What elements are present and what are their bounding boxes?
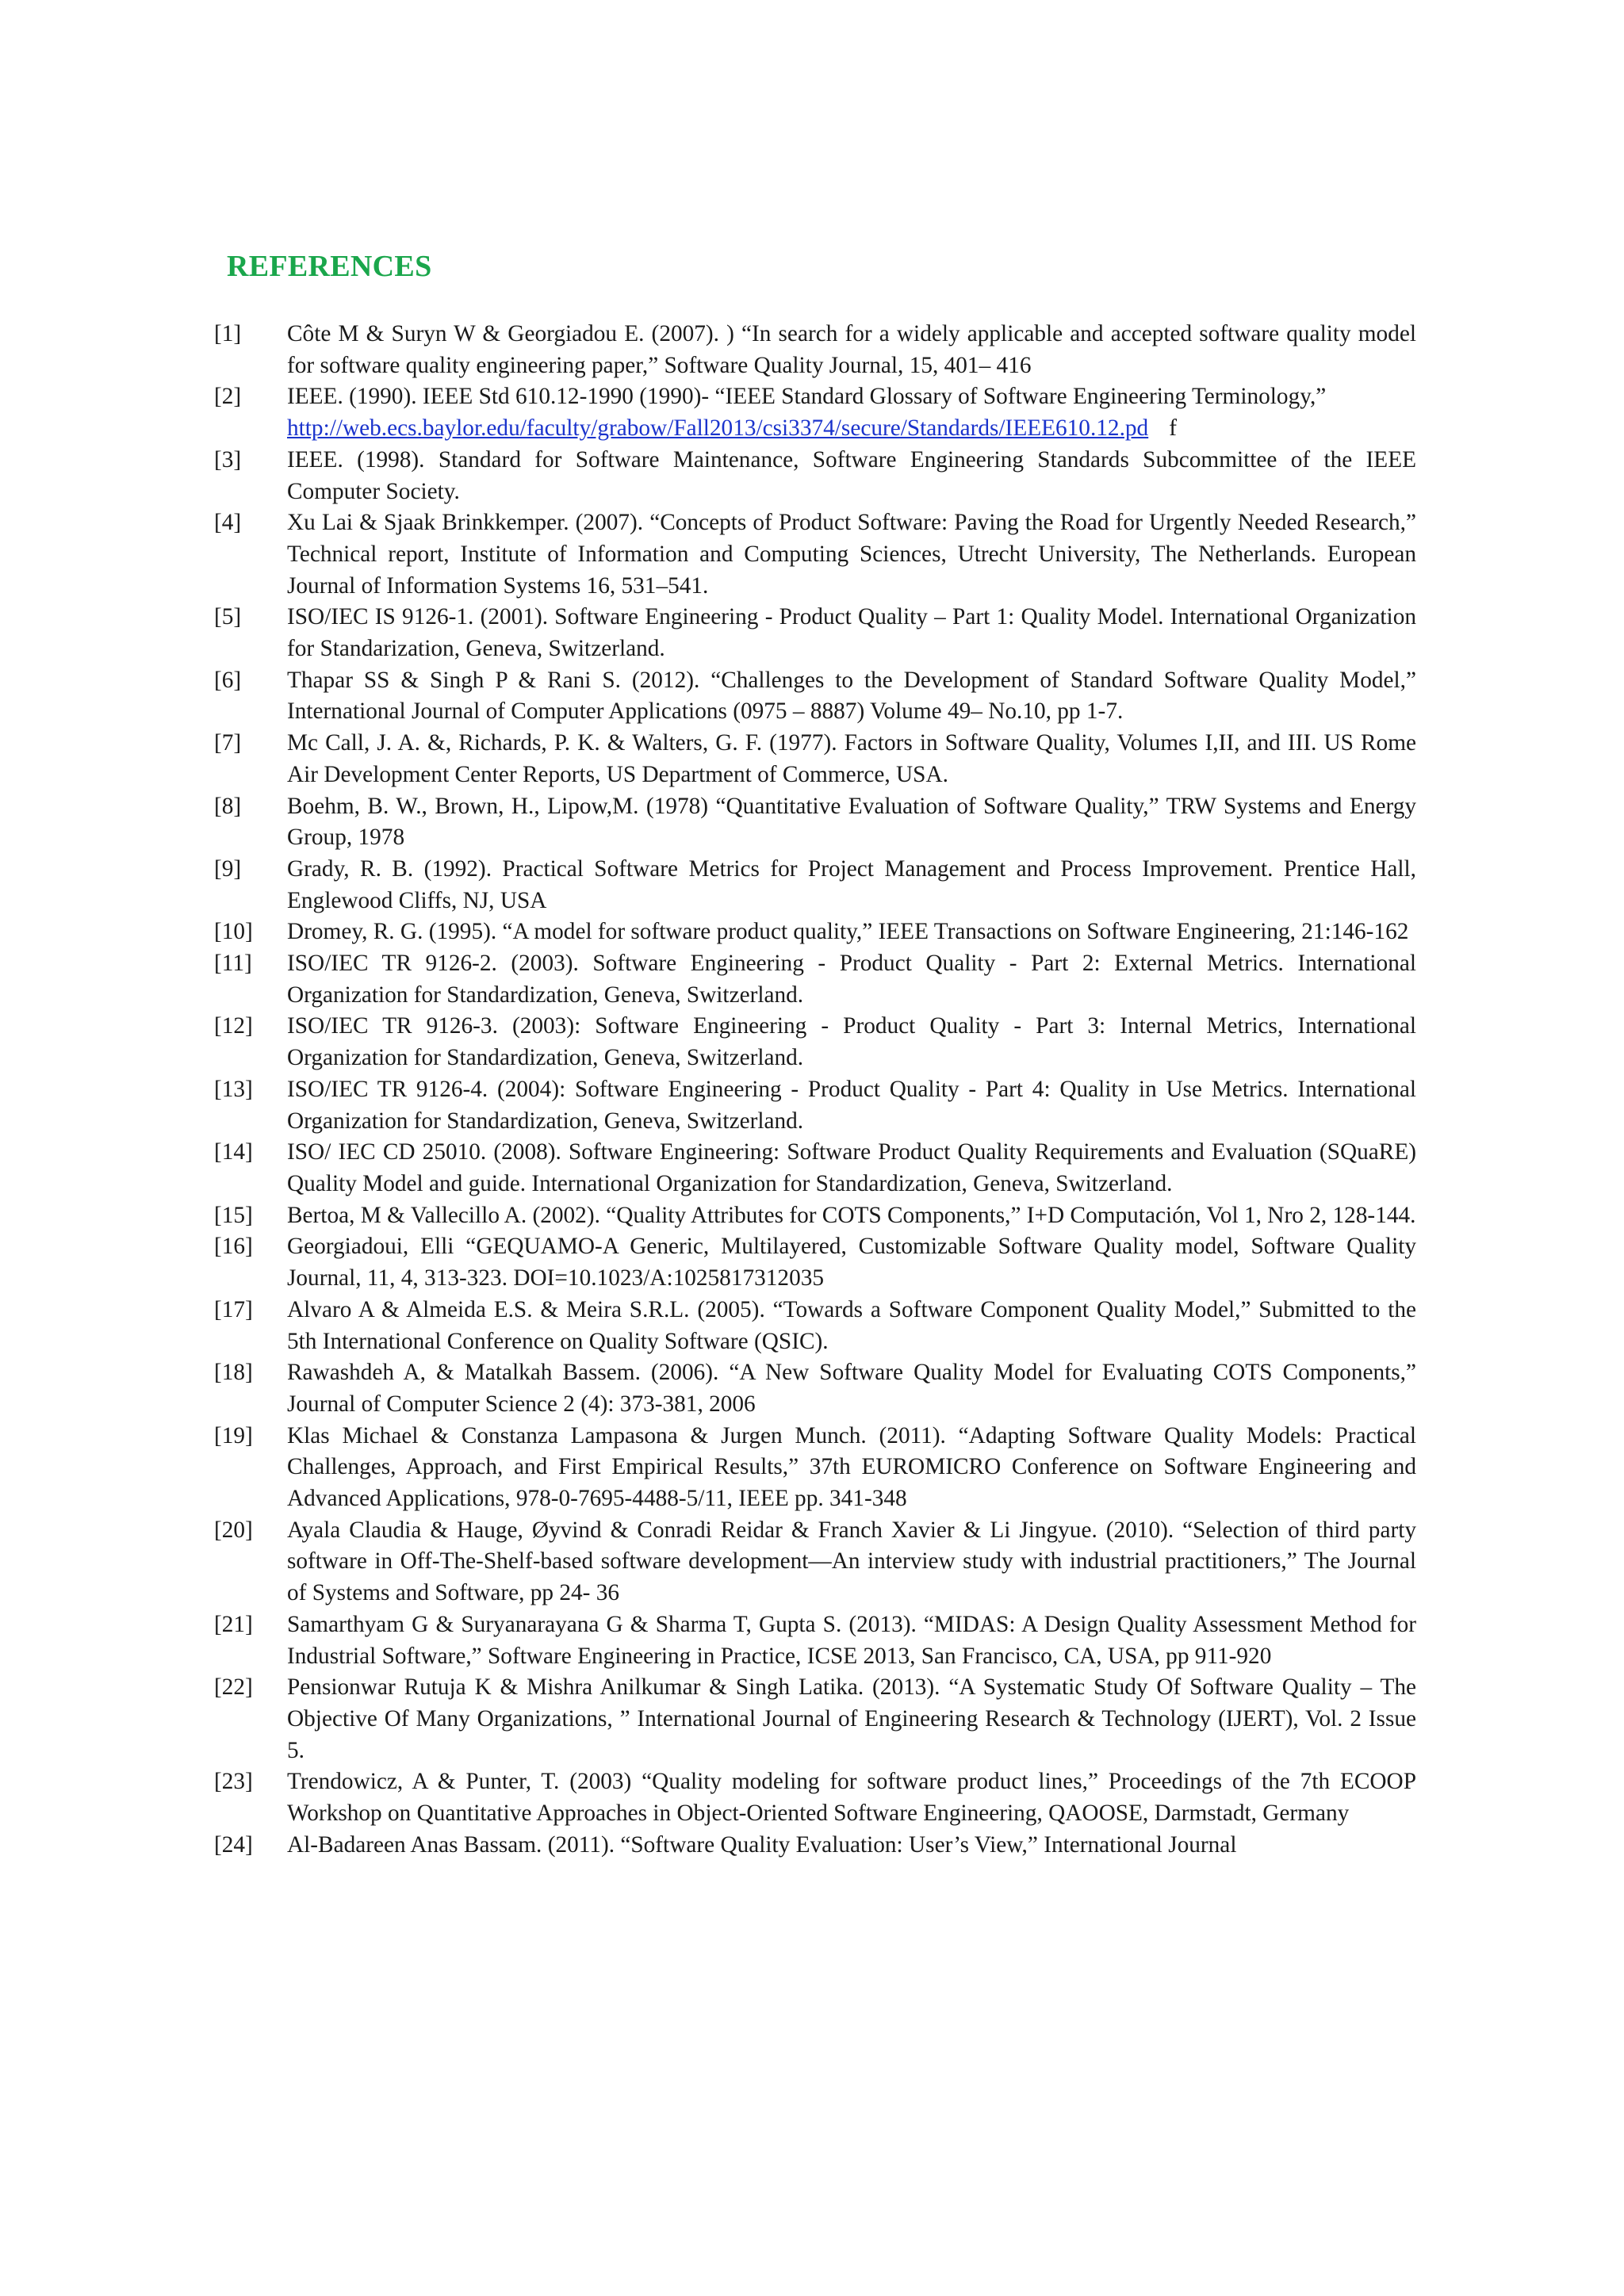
reference-number: [17] xyxy=(214,1296,253,1322)
reference-text: Pensionwar Rutuja K & Mishra Anilkumar & Singh Latika. (2013). “A Systematic Study Of Software Quality – The Objective Of Many Organizations, ” International Journal of Engineering Research & Technology (IJERT), Vol. 2 Issue 5. xyxy=(287,1674,1416,1763)
reference-text: IEEE. (1990). IEEE Std 610.12-1990 (1990)- “IEEE Standard Glossary of Software Engineering Terminology,” xyxy=(287,384,1327,410)
reference-number: [20] xyxy=(214,1517,253,1543)
reference-number: [12] xyxy=(214,1013,253,1039)
reference-item xyxy=(214,1421,1416,1515)
reference-text: Samarthyam G & Suryanarayana G & Sharma T, Gupta S. (2013). “MIDAS: A Design Quality Assessment Method for Industrial Software,” Software Engineering in Practice, ICSE 2013, San Francisco, CA, USA, pp 911-920 xyxy=(287,1611,1416,1669)
reference-item xyxy=(214,1515,1416,1609)
reference-number: [4] xyxy=(214,510,242,536)
reference-item xyxy=(214,1830,1416,1862)
reference-number: [19] xyxy=(214,1422,253,1448)
reference-text: Dromey, R. G. (1995). “A model for software product quality,” IEEE Transactions on Software Engineering, 21:146-162 xyxy=(287,919,1409,945)
reference-text: ISO/IEC TR 9126-4. (2004): Software Engineering - Product Quality - Part 4: Quality in Use Metrics. International Organization for Standardization, Geneva, Switzerland. xyxy=(287,1076,1416,1134)
reference-item xyxy=(214,791,1416,854)
reference-link-line xyxy=(287,413,1416,445)
reference-item xyxy=(214,1672,1416,1766)
reference-number: [14] xyxy=(214,1139,253,1165)
reference-item xyxy=(214,1137,1416,1200)
reference-item xyxy=(214,1357,1416,1420)
reference-text: Mc Call, J. A. &, Richards, P. K. & Walters, G. F. (1977). Factors in Software Quality, Volumes I,II, and III. US Rome Air Development Center Reports, US Department of Commerce, USA. xyxy=(287,730,1416,787)
reference-text: Georgiadoui, Elli “GEQUAMO-A Generic, Multilayered, Customizable Software Quality model, Software Quality Journal, 11, 4, 313-323. DOI=10.1023/A:1025817312035 xyxy=(287,1234,1416,1292)
reference-text: Klas Michael & Constanza Lampasona & Jurgen Munch. (2011). “Adapting Software Quality Models: Practical Challenges, Approach, and First Empirical Results,” 37th EUROMICRO Conference on Software Engineering and Advanced Applications, 978-0-7695-4488-5/11, IEEE pp. 341-348 xyxy=(287,1422,1416,1512)
reference-text: Grady, R. B. (1992). Practical Software Metrics for Project Management and Process Improvement. Prentice Hall, Englewood Cliffs, NJ, USA xyxy=(287,855,1416,913)
reference-text: ISO/IEC TR 9126-3. (2003): Software Engineering - Product Quality - Part 3: Internal Metrics, International Organization for Standardization, Geneva, Switzerland. xyxy=(287,1013,1416,1071)
reference-number: [13] xyxy=(214,1076,253,1102)
reference-number: [11] xyxy=(214,951,252,977)
reference-link-tail: f xyxy=(1169,415,1177,442)
reference-text: Rawashdeh A, & Matalkah Bassem. (2006). “A New Software Quality Model for Evaluating COTS Components,” Journal of Computer Science 2 (4): 373-381, 2006 xyxy=(287,1360,1416,1417)
reference-list xyxy=(214,319,1416,1861)
reference-text: Boehm, B. W., Brown, H., Lipow,M. (1978) “Quantitative Evaluation of Software Quality,” TRW Systems and Energy Group, 1978 xyxy=(287,793,1416,851)
reference-text: Côte M & Suryn W & Georgiadou E. (2007). ) “In search for a widely applicable and accepted software quality model for software quality engineering paper,” Software Quality Journal, 15, 401– 416 xyxy=(287,321,1416,378)
reference-item xyxy=(214,1766,1416,1829)
reference-number: [15] xyxy=(214,1202,253,1228)
reference-text: Ayala Claudia & Hauge, Øyvind & Conradi Reidar & Franch Xavier & Li Jingyue. (2010). “Selection of third party software in Off-The-Shelf-based software development—An interview study with industrial practitioners,” The Journal of Systems and Software, pp 24- 36 xyxy=(287,1517,1416,1606)
reference-text: ISO/IEC IS 9126-1. (2001). Software Engineering - Product Quality – Part 1: Quality Model. International Organization for Standarization, Geneva, Switzerland. xyxy=(287,604,1416,662)
reference-item xyxy=(214,1231,1416,1294)
reference-text: Trendowicz, A & Punter, T. (2003) “Quality modeling for software product lines,” Proceedings of the 7th ECOOP Workshop on Quantitative Approaches in Object-Oriented Software Engineering, QAOOSE, Darmstadt, Germany xyxy=(287,1769,1416,1827)
reference-item xyxy=(214,728,1416,790)
references-heading: REFERENCES xyxy=(227,250,432,283)
reference-item xyxy=(214,1295,1416,1357)
reference-text: ISO/ IEC CD 25010. (2008). Software Engineering: Software Product Quality Requirements and Evaluation (SQuaRE) Quality Model and guide. International Organization for Standardization, Geneva, Switzerland. xyxy=(287,1139,1416,1196)
reference-item xyxy=(214,854,1416,916)
reference-item xyxy=(214,1074,1416,1137)
reference-url-link[interactable]: http://web.ecs.baylor.edu/faculty/grabow/Fall2013/csi3374/secure/Standards/IEEE610.12.pd xyxy=(287,415,1149,442)
reference-number: [8] xyxy=(214,793,242,819)
reference-number: [2] xyxy=(214,384,242,410)
reference-number: [22] xyxy=(214,1674,253,1701)
reference-text: ISO/IEC TR 9126-2. (2003). Software Engineering - Product Quality - Part 2: External Metrics. International Organization for Standardization, Geneva, Switzerland. xyxy=(287,951,1416,1008)
reference-item xyxy=(214,916,1416,948)
reference-number: [5] xyxy=(214,604,242,630)
reference-number: [6] xyxy=(214,667,242,693)
reference-text: Bertoa, M & Vallecillo A. (2002). “Quality Attributes for COTS Components,” I+D Computación, Vol 1, Nro 2, 128-144. xyxy=(287,1202,1416,1228)
reference-number: [3] xyxy=(214,446,242,473)
reference-number: [16] xyxy=(214,1234,253,1260)
reference-item xyxy=(214,445,1416,507)
reference-number: [24] xyxy=(214,1831,253,1858)
reference-item xyxy=(214,507,1416,602)
reference-text: Alvaro A & Almeida E.S. & Meira S.R.L. (2005). “Towards a Software Component Quality Model,” Submitted to the 5th International Conference on Quality Software (QSIC). xyxy=(287,1296,1416,1354)
reference-number: [21] xyxy=(214,1611,253,1637)
reference-number: [1] xyxy=(214,321,242,346)
reference-item xyxy=(214,665,1416,728)
reference-item xyxy=(214,1011,1416,1073)
reference-number: [9] xyxy=(214,855,242,882)
reference-text: Thapar SS & Singh P & Rani S. (2012). “Challenges to the Development of Standard Software Quality Model,” International Journal of Computer Applications (0975 – 8887) Volume 49– No.10, pp 1-7. xyxy=(287,667,1416,725)
reference-text: Xu Lai & Sjaak Brinkkemper. (2007). “Concepts of Product Software: Paving the Road for Urgently Needed Research,” Technical report, Institute of Information and Computing Sciences, Utrecht University, The Netherlands. European Journal of Information Systems 16, 531–541. xyxy=(287,510,1416,599)
reference-item xyxy=(214,319,1416,381)
reference-number: [7] xyxy=(214,730,242,756)
reference-item xyxy=(214,381,1416,444)
reference-text: Al-Badareen Anas Bassam. (2011). “Software Quality Evaluation: User’s View,” International Journal xyxy=(287,1831,1237,1858)
reference-number: [23] xyxy=(214,1769,253,1795)
reference-item xyxy=(214,948,1416,1011)
reference-item xyxy=(214,602,1416,664)
reference-text: IEEE. (1998). Standard for Software Maintenance, Software Engineering Standards Subcommittee of the IEEE Computer Society. xyxy=(287,446,1416,504)
reference-item xyxy=(214,1609,1416,1672)
reference-item xyxy=(214,1200,1416,1232)
reference-number: [10] xyxy=(214,919,253,945)
reference-number: [18] xyxy=(214,1360,253,1386)
